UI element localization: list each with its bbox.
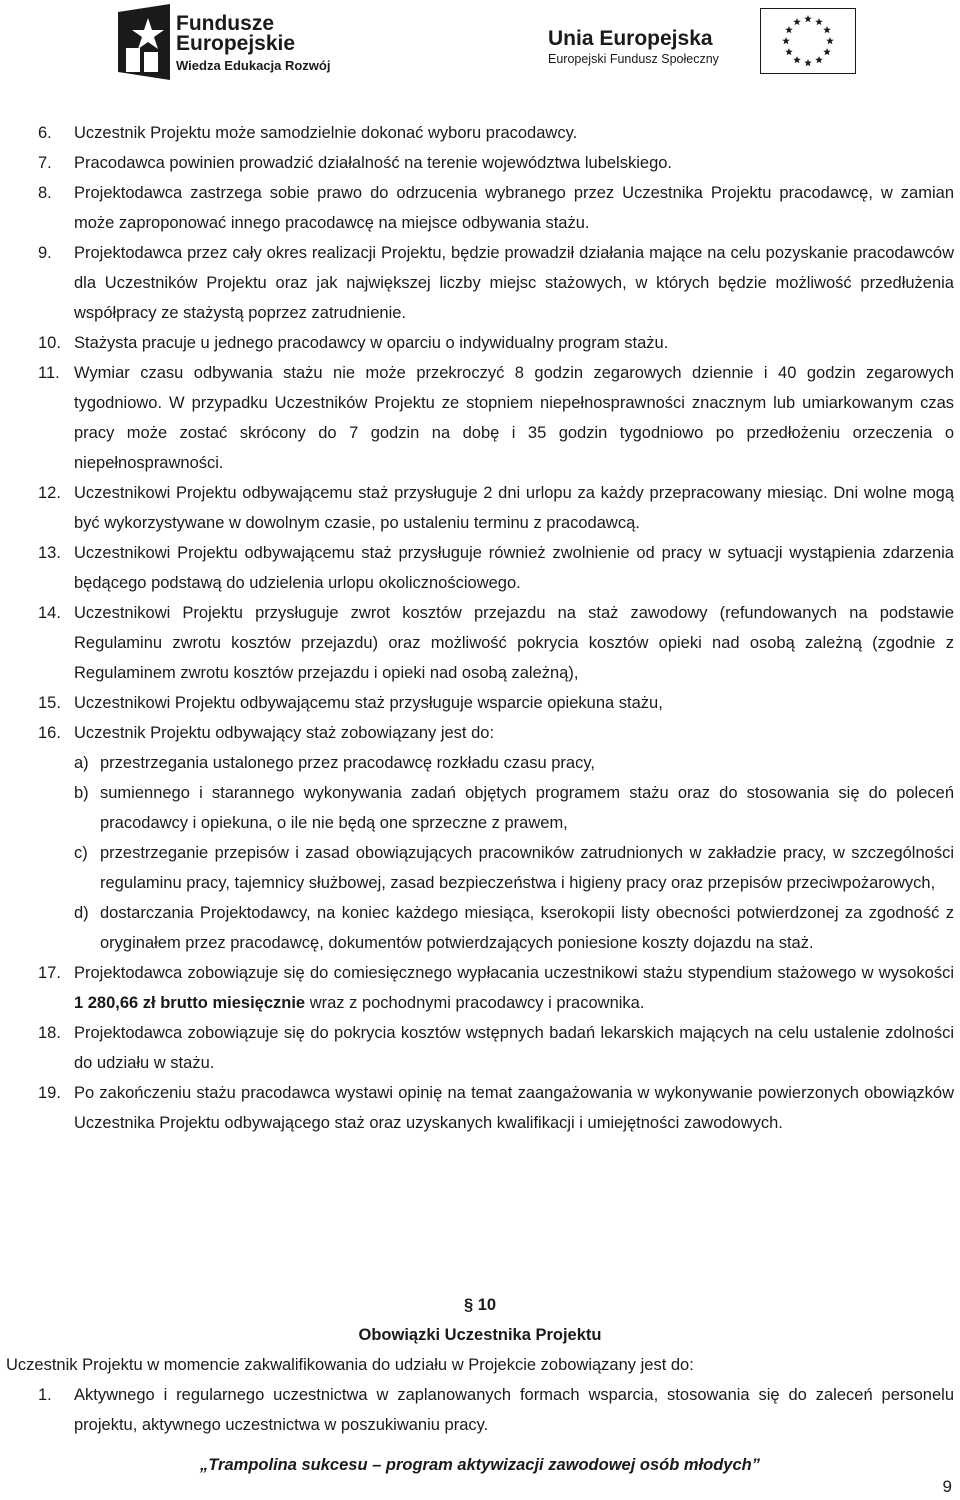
list-item — [38, 538, 954, 598]
item17-text-after: wraz z pochodnymi pracodawcy i pracownika. — [305, 994, 645, 1012]
items-list — [38, 118, 954, 748]
regulation-content — [38, 118, 954, 1138]
list-item — [38, 178, 954, 238]
item-text: Aktywnego i regularnego uczestnictwa w zaplanowanych formach wsparcia, stosowania się do zaleceń personelu projektu, aktywnego uczestnictwa w poszukiwaniu pracy. — [74, 1386, 954, 1434]
sub-item-text: dostarczania Projektodawcy, na koniec każdego miesiąca, kserokopii listy obecności potwierdzonej za zgodność z oryginałem przez pracodawcę, dokumentów potwierdzających poniesione koszty dojazdu na staż. — [100, 904, 954, 952]
fundusze-europejskie-star-icon — [118, 4, 170, 80]
item-number: 18. — [38, 1024, 61, 1042]
item-number: 14. — [38, 604, 61, 622]
item-number: 11. — [38, 364, 60, 382]
item-text: Uczestnikowi Projektu odbywającemu staż przysługuje 2 dni urlopu za każdy przepracowany miesiąc. Dni wolne mogą być wykorzystywane w dowolnym czasie, po ustaleniu terminu z pracodawcą. — [74, 484, 954, 532]
item-number: 1. — [38, 1386, 52, 1404]
item-number: 15. — [38, 694, 61, 712]
sub-item-text: sumiennego i starannego wykonywania zadań objętych programem stażu oraz do stosowania się do poleceń pracodawcy i opiekuna, o ile nie będą one sprzeczne z prawem, — [100, 784, 954, 832]
item17-text-before: Projektodawca zobowiązuje się do comiesięcznego wypłacania uczestnikowi stażu stypendium stażowego w wysokości — [74, 964, 954, 982]
item-text: Uczestnik Projektu odbywający staż zobowiązany jest do: — [74, 724, 495, 742]
list-item — [38, 328, 954, 358]
list-item — [38, 148, 954, 178]
item-number: 6. — [38, 124, 52, 142]
section-title: Obowiązki Uczestnika Projektu — [358, 1326, 602, 1344]
unia-europejska-logo — [548, 4, 858, 84]
item-text: Projektodawca zastrzega sobie prawo do odrzucenia wybranego przez Uczestnika Projektu pracodawcę, w zamian może zaproponować innego pracodawcę na miejsce odbywania stażu. — [74, 184, 954, 232]
item-number: 10. — [38, 334, 61, 352]
eu-flag-icon — [760, 8, 856, 74]
item-number: 16. — [38, 724, 61, 742]
sub-list-item — [74, 748, 954, 778]
item-text: Projektodawca zobowiązuje się do pokrycia kosztów wstępnych badań lekarskich mających na celu ustalenie zdolności do udziału w stażu. — [74, 1024, 954, 1072]
items-after-list — [38, 1018, 954, 1138]
item-text: Pracodawca powinien prowadzić działalność na terenie województwa lubelskiego. — [74, 154, 673, 172]
item-number: 7. — [38, 154, 52, 172]
item-number: 17. — [38, 964, 61, 982]
fundusze-europejskie-logo — [118, 4, 378, 84]
item-text — [74, 958, 954, 1018]
page-header — [0, 0, 960, 92]
sub-item-text: przestrzegania ustalonego przez pracodawcę rozkładu czasu pracy, — [100, 754, 595, 772]
list-item — [38, 598, 954, 688]
sub-item-letter: a) — [74, 754, 89, 772]
sub-item-letter: d) — [74, 904, 89, 922]
item-number: 8. — [38, 184, 52, 202]
fe-logo-line2: Europejskie — [176, 32, 296, 55]
item-number: 9. — [38, 244, 52, 262]
sub-list-item — [74, 898, 954, 958]
subitems-list — [38, 748, 954, 958]
item-text: Stażysta pracuje u jednego pracodawcy w oparciu o indywidualny program stażu. — [74, 334, 669, 352]
item-text: Uczestnikowi Projektu odbywającemu staż przysługuje również zwolnienie od pracy w sytuacji wystąpienia zdarzenia będącego podstawą do udzielenia urlopu okolicznościowego. — [74, 544, 954, 592]
item-number: 12. — [38, 484, 61, 502]
ue-logo-line2: Europejski Fundusz Społeczny — [548, 52, 719, 66]
section10-item-1 — [38, 1380, 954, 1440]
sub-item-letter: b) — [74, 784, 89, 802]
item-text: Uczestnik Projektu może samodzielnie dokonać wyboru pracodawcy. — [74, 124, 578, 142]
list-item — [38, 478, 954, 538]
stipend-amount: 1 280,66 zł brutto miesięcznie — [74, 994, 306, 1012]
sub-list-item — [74, 778, 954, 838]
item-text: Uczestnikowi Projektu odbywającemu staż przysługuje wsparcie opiekuna stażu, — [74, 694, 663, 712]
list-item — [38, 1078, 954, 1138]
project-footer: „Trampolina sukcesu – program aktywizacji zawodowej osób młodych” — [200, 1456, 760, 1474]
item-text: Po zakończeniu stażu pracodawca wystawi opinię na temat zaangażowania w wykonywanie powierzonych obowiązków Uczestnika Projektu odbywającego staż oraz uzyskanych kwalifikacji i umiejętności zawodowych. — [74, 1084, 954, 1132]
section-number: § 10 — [463, 1296, 497, 1314]
ue-logo-line1: Unia Europejska — [548, 27, 713, 50]
item-text: Projektodawca przez cały okres realizacji Projektu, będzie prowadził działania mające na celu pozyskanie pracodawców dla Uczestników Projektu oraz jak największej liczby miejsc stażowych, w których będzie możliwość przedłużenia współpracy ze stażystą poprzez zatrudnienie. — [74, 244, 954, 322]
list-item — [38, 1018, 954, 1078]
item-number: 13. — [38, 544, 61, 562]
list-item — [38, 118, 954, 148]
sub-list-item — [74, 838, 954, 898]
item-number: 19. — [38, 1084, 61, 1102]
list-item — [38, 718, 954, 748]
fe-logo-line3: Wiedza Edukacja Rozwój — [176, 58, 331, 73]
sub-item-letter: c) — [74, 844, 88, 862]
fe-logo-line1: Fundusze — [176, 12, 274, 35]
list-item — [38, 358, 954, 478]
list-item — [38, 238, 954, 328]
page-number: 9 — [942, 1477, 952, 1496]
list-item — [38, 688, 954, 718]
item-text: Uczestnikowi Projektu przysługuje zwrot kosztów przejazdu na staż zawodowy (refundowanych na podstawie Regulaminu zwrotu kosztów przejazdu) oraz możliwość pokrycia kosztów opieki nad osobą zależną (zgodnie z Regulaminem zwrotu kosztów przejazdu i opieki nad osobą zależną), — [74, 604, 954, 682]
sub-item-text: przestrzeganie przepisów i zasad obowiązujących pracowników zatrudnionych w zakładzie pracy, w szczególności regulaminu pracy, tajemnicy służbowej, zasad bezpieczeństwa i higieny pracy oraz przepisów przeciwpożarowych, — [100, 844, 954, 892]
item-text: Wymiar czasu odbywania stażu nie może przekroczyć 8 godzin zegarowych dziennie i 40 godzin zegarowych tygodniowo. W przypadku Uczestników Projektu ze stopniem niepełnosprawności znacznym lub umiarkowanym czas pracy może zostać skrócony do 7 godzin na dobę i 35 godzin tygodniowo po przedłożeniu orzeczenia o niepełnosprawności. — [74, 364, 954, 472]
list-item-17 — [38, 958, 954, 1018]
section-intro: Uczestnik Projektu w momencie zakwalifikowania do udziału w Projekcie zobowiązany jest do: — [6, 1356, 694, 1374]
